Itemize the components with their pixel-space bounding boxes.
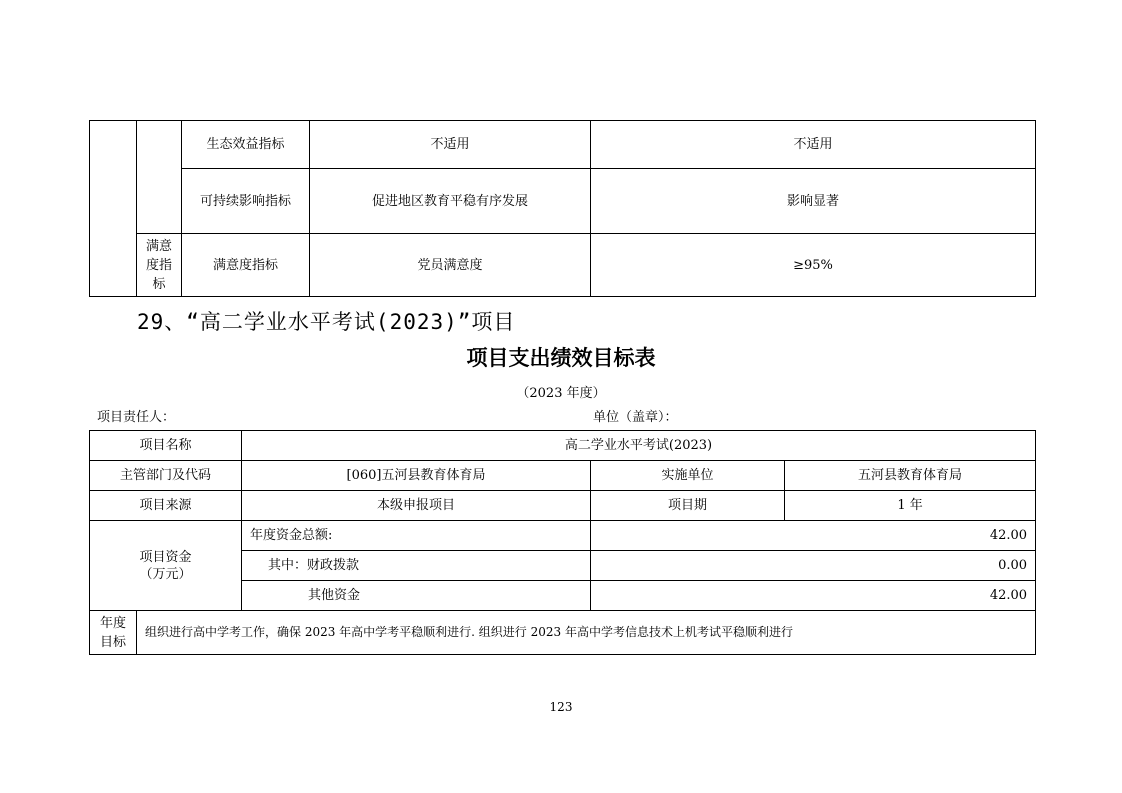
annual-goal-label: [90, 611, 137, 655]
indicator-content-cell: 党员满意度: [310, 234, 591, 297]
level2-category-cell: [137, 121, 182, 234]
goal-label-line: 年度: [99, 615, 126, 631]
indicator-name-cell: 满意度指标: [182, 234, 310, 297]
funds-label-line: 项目资金: [139, 549, 192, 565]
department-label: 主管部门及代码: [90, 461, 242, 491]
department-value: [060]五河县教育体育局: [242, 461, 591, 491]
annual-total-value: 42.00: [591, 521, 1036, 551]
fiscal-allocation-label: 其中：财政拨款: [242, 551, 591, 581]
page-number: 123: [549, 700, 573, 714]
annual-total-label: 年度资金总额:: [242, 521, 591, 551]
indicator-value-cell: 不适用: [591, 121, 1036, 169]
project-period-value: 1 年: [785, 491, 1036, 521]
project-funds-label: [90, 521, 242, 611]
fiscal-allocation-value: 0.00: [591, 551, 1036, 581]
implementing-unit-value: 五河县教育体育局: [785, 461, 1036, 491]
indicator-name-cell: 生态效益指标: [182, 121, 310, 169]
indicator-value-cell: 影响显著: [591, 169, 1036, 234]
indicator-content-cell: 促进地区教育平稳有序发展: [310, 169, 591, 234]
level1-category-cell: [90, 121, 137, 297]
unit-seal-label: 单位（盖章）：: [593, 410, 678, 425]
responsible-person-label: 项目责任人：: [97, 410, 176, 425]
category-line: 度指: [145, 257, 172, 273]
other-funds-label: 其他资金: [242, 581, 591, 611]
project-name-label: 项目名称: [90, 431, 242, 461]
goal-label-line: 目标: [99, 634, 126, 650]
performance-indicator-table: [89, 120, 1036, 297]
project-source-value: 本级申报项目: [242, 491, 591, 521]
project-name-value: 高二学业水平考试(2023): [242, 431, 1036, 461]
annual-goal-text: 组织进行高中学考工作，确保 2023 年高中学考平稳顺利进行. 组织进行 2023 年高中学考信息技术上机考试平稳顺利进行: [137, 611, 1036, 655]
indicator-value-cell: ≥95%: [591, 234, 1036, 297]
project-period-label: 项目期: [591, 491, 785, 521]
indicator-name-cell: 可持续影响指标: [182, 169, 310, 234]
indicator-content-cell: 不适用: [310, 121, 591, 169]
implementing-unit-label: 实施单位: [591, 461, 785, 491]
category-line: 标: [152, 276, 166, 292]
form-title: 项目支出绩效目标表: [466, 346, 656, 370]
other-funds-value: 42.00: [591, 581, 1036, 611]
satisfaction-category-cell: [137, 234, 182, 297]
project-info-table: [89, 430, 1036, 655]
project-source-label: 项目来源: [90, 491, 242, 521]
funds-unit-line: （万元）: [139, 566, 192, 582]
category-line: 满意: [145, 238, 172, 254]
section-heading: 29、“高二学业水平考试(2023)”项目: [137, 310, 516, 334]
year-label: （2023 年度）: [516, 386, 606, 401]
